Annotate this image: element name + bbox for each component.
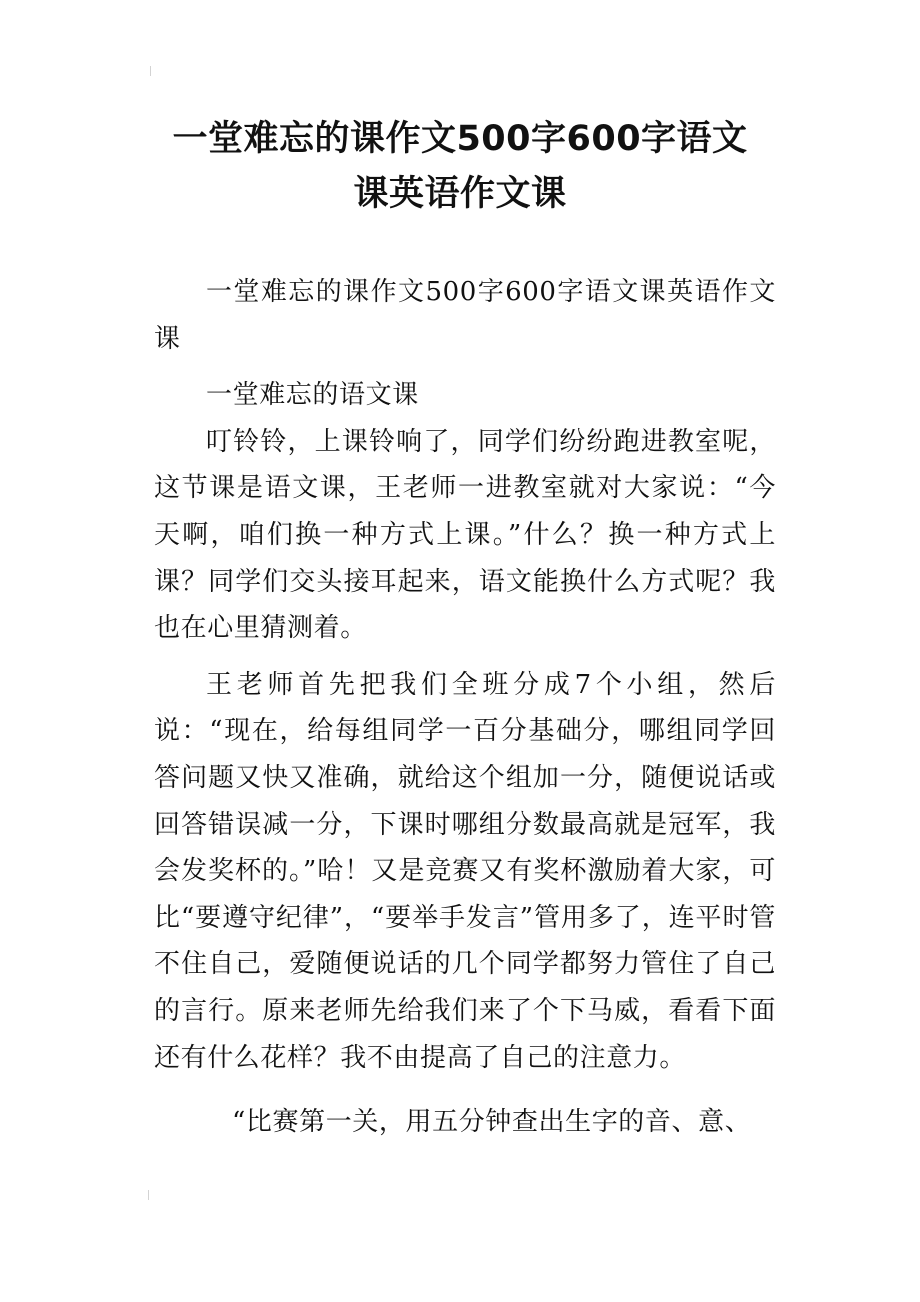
paragraph: 王老师首先把我们全班分成7个小组，然后说：“现在，给每组同学一百分基础分，哪组同学回答问题又快又准确，就给这个组加一分，随便说话或回答错误减一分，下课时哪组分数最高就是冠军，我会发奖杯的。”哈！又是竞赛又有奖杯激励着大家，可比“要遵守纪律”，“要举手发言”管用多了，连平时管不住自己，爱随便说话的几个同学都努力管住了自己的言行。原来老师先给我们来了个下马威，看看下面还有什么花样？我不由提高了自己的注意力。 <box>154 669 776 1073</box>
paragraph: “比赛第一关，用五分钟查出生字的音、意、 <box>232 1107 752 1138</box>
document-title <box>110 112 810 222</box>
page-corner-mark <box>148 1190 155 1200</box>
title-line-2: 课英语作文课 <box>353 174 567 214</box>
title-line-1: 一堂难忘的课作文500字600字语文 <box>172 119 748 159</box>
paragraph: 一堂难忘的课作文500字600字语文课英语作文课 <box>154 277 776 354</box>
page-corner-mark <box>150 66 157 76</box>
paragraph: 叮铃铃，上课铃响了，同学们纷纷跑进教室呢，这节课是语文课，王老师一进教室就对大家说：“今天啊，咱们换一种方式上课。”什么？换一种方式上课？同学们交头接耳起来，语文能换什么方式呢？我也在心里猜测着。 <box>154 426 776 644</box>
paragraph: 一堂难忘的语文课 <box>206 380 419 411</box>
article-body <box>154 269 776 1146</box>
